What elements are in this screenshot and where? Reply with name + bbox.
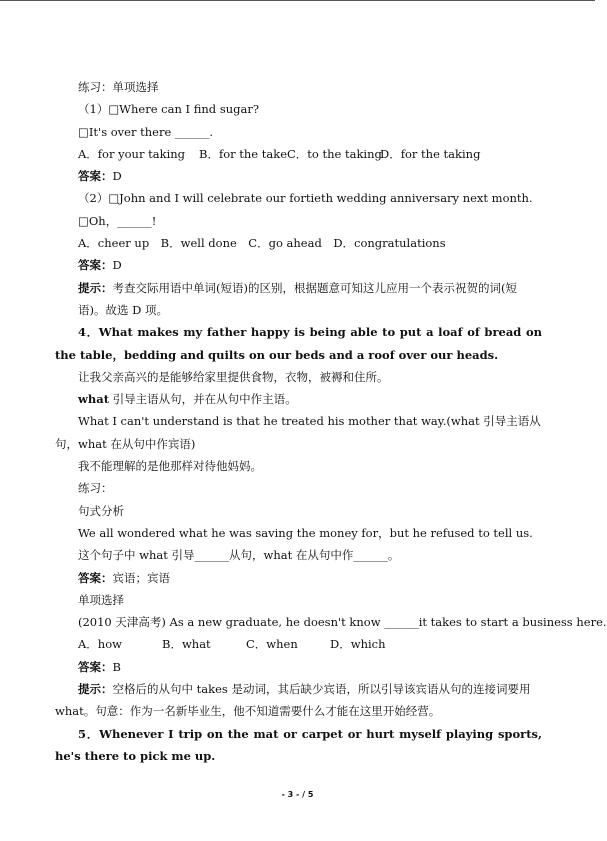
top-rule [0, 0, 595, 1]
answer-label: 答案： [78, 570, 113, 585]
question-3: (2010 天津高考) As a new graduate, he doesn't know ______it takes to start a business here. [78, 615, 607, 630]
question-2-reply: □Oh，______! [78, 213, 157, 228]
answer-label: 答案： [78, 169, 113, 184]
answer-1 [55, 165, 542, 187]
answer-label: 答案： [78, 659, 113, 674]
exercise-heading: 练习：单项选择 [78, 80, 159, 94]
single-choice-label: 单项选择 [78, 592, 124, 607]
sentence-5: 5．Whenever I trip on the mat or carpet or hurt myself playing sports, he's there to pick me up. [55, 726, 542, 763]
option-c: C．to the taking [287, 146, 382, 161]
question-1: （1）□Where can I find sugar? [78, 102, 260, 117]
grammar-keyword: what [78, 392, 110, 407]
hint-label: 提示： [78, 682, 113, 697]
hint-label: 提示： [78, 280, 113, 295]
answer-label: 答案： [78, 258, 113, 273]
question-3-options [55, 633, 542, 655]
question-2: （2）□John and I will celebrate our fortieth wedding anniversary next month. [78, 191, 533, 206]
option-b: B．what [162, 637, 211, 652]
analysis-sentence: We all wondered what he was saving the money for，but he refused to tell us. [78, 525, 533, 540]
grammar-text: 引导主语从句，并在从句中作主语。 [109, 392, 297, 407]
option-d: D．for the taking [380, 146, 481, 161]
sentence-analysis-label: 句式分析 [78, 503, 124, 518]
answer-3 [55, 567, 542, 589]
sentence-4-translation: 让我父亲高兴的是能够给家里提供食物，衣物，被褥和住所。 [78, 369, 389, 384]
answer-value: B [112, 659, 121, 674]
question-2-options: A．cheer up B．well done C．go ahead D．congratulations [78, 236, 446, 251]
option-a: A．how [78, 637, 122, 652]
analysis-question: 这个句子中 what 引导______从句，what 在从句中作______。 [78, 548, 400, 563]
answer-value: D [112, 258, 122, 273]
page-number: - 3 - / 5 [281, 790, 314, 799]
question-1-reply: □It's over there ______. [78, 124, 214, 139]
sentence-4: 4．What makes my father happy is being able to put a loaf of bread on the table，bedding and quilts on our beds and a roof over our heads. [55, 325, 542, 362]
option-d: D．which [330, 637, 386, 652]
option-c: C．when [246, 637, 298, 652]
grammar-note [55, 388, 542, 410]
hint-text: 考查交际用语中单词(短语)的区别，根据题意可知这儿应用一个表示祝贺的词(短语)。故选 D 项。 [78, 280, 517, 317]
document-body [55, 76, 607, 767]
option-a: A．for your taking [78, 146, 186, 161]
hint-2 [55, 678, 542, 723]
answer-value: 宾语；宾语 [112, 570, 170, 585]
exercise-label: 练习： [78, 481, 113, 496]
hint-1 [55, 277, 542, 322]
answer-value: D [112, 169, 122, 184]
example-translation: 我不能理解的是他那样对待他妈妈。 [78, 459, 262, 474]
answer-2 [55, 254, 542, 276]
question-1-options [55, 143, 542, 165]
option-b: B．for the take [199, 146, 288, 161]
answer-4 [55, 656, 542, 678]
example-sentence: What I can't understand is that he treated his mother that way.(what 引导主语从句，what 在从句中作宾语) [55, 414, 541, 451]
hint-text: 空格后的从句中 takes 是动词，其后缺少宾语，所以引导该宾语从句的连接词要用 what。句意：作为一名新毕业生，他不知道需要什么才能在这里开始经营。 [55, 682, 531, 719]
